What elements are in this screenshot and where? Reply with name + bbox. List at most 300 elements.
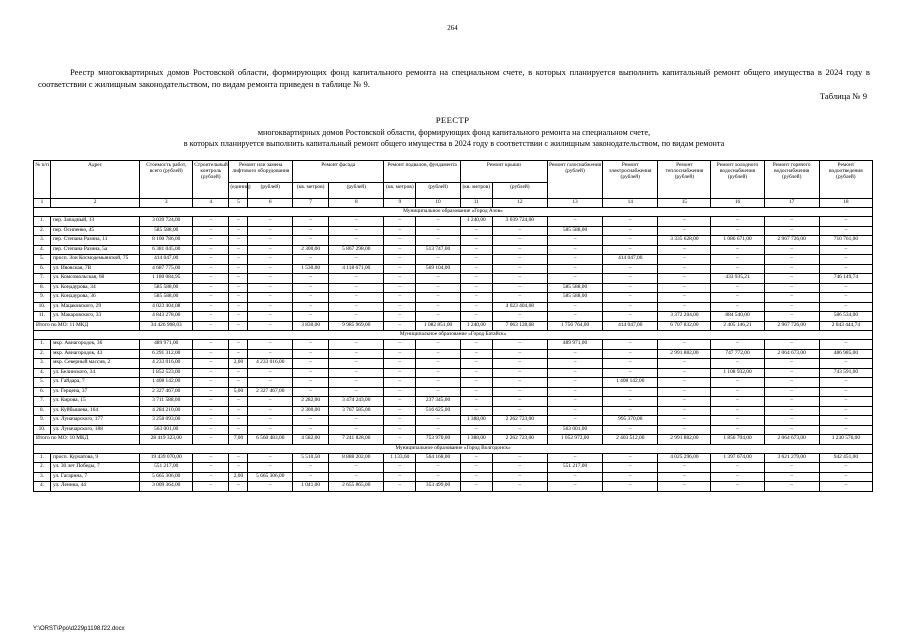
row-value: –	[711, 482, 764, 492]
column-number: 9	[384, 199, 416, 208]
row-value: –	[416, 425, 461, 435]
row-value: –	[547, 302, 602, 312]
row-value: –	[819, 406, 872, 416]
row-value: –	[248, 453, 293, 463]
row-value: –	[603, 482, 658, 492]
header-facade-m2: (кв. метров)	[293, 183, 329, 199]
row-value: –	[193, 340, 229, 350]
table-row	[34, 472, 873, 482]
row-value: –	[492, 264, 547, 274]
row-value: –	[293, 359, 329, 369]
row-value: 2 300,00	[293, 245, 329, 255]
total-row	[34, 321, 873, 331]
column-number: 3	[140, 199, 193, 208]
row-value: –	[384, 236, 416, 246]
row-value: 710 761,00	[819, 236, 872, 246]
row-value: –	[492, 226, 547, 236]
total-value: 1 240,00	[460, 321, 492, 331]
row-value: 2 655 865,00	[329, 482, 384, 492]
row-value: 3 009 364,00	[140, 482, 193, 492]
row-value: –	[547, 416, 602, 426]
row-value: –	[603, 302, 658, 312]
row-value: –	[193, 236, 229, 246]
row-value: –	[416, 302, 461, 312]
table-row	[34, 283, 873, 293]
total-value: 1 082 851,00	[416, 321, 461, 331]
row-value: 1 397 674,00	[711, 453, 764, 463]
row-value: –	[416, 416, 461, 426]
row-value: –	[658, 397, 711, 407]
row-value: –	[229, 217, 248, 227]
row-value: –	[658, 472, 711, 482]
row-value: –	[547, 312, 602, 322]
row-value: –	[764, 245, 819, 255]
header-hot-water: Ремонт горячего водоснабжения (рублей)	[764, 161, 819, 199]
row-address: ул. Кирова, 15	[50, 397, 139, 407]
row-value: 569 104,00	[416, 264, 461, 274]
row-value: –	[658, 274, 711, 284]
row-value: –	[764, 472, 819, 482]
total-value: 2 991 882,00	[658, 435, 711, 445]
row-value: –	[229, 416, 248, 426]
section-name: Муниципальное образование «Город Волгодонск»	[34, 444, 873, 453]
row-value: –	[764, 340, 819, 350]
row-value: –	[416, 387, 461, 397]
row-value: –	[416, 236, 461, 246]
row-value: –	[384, 349, 416, 359]
row-value: –	[460, 387, 492, 397]
row-value: –	[384, 302, 416, 312]
row-value: 585 588,00	[140, 293, 193, 303]
row-value: –	[329, 463, 384, 473]
row-value: –	[329, 274, 384, 284]
section-name: Муниципальное образование «Город Батайск»	[34, 331, 873, 340]
row-value: –	[293, 349, 329, 359]
row-value: –	[492, 463, 547, 473]
row-value: –	[248, 425, 293, 435]
column-number: 15	[658, 199, 711, 208]
row-address: ул. Макаровского, 33	[50, 312, 139, 322]
intro-paragraph: Реестр многоквартирных домов Ростовской области, формирующих фонд капитального ремонта на специальном счете, в которых планируется выполнить капитальный ремонт общего имущества в 2024 году в соответствии с жилищным законодательством, по видам ремонта приведен в таблице № 9.	[38, 67, 870, 89]
registry-title: РЕЕСТР	[435, 115, 470, 125]
row-value: –	[193, 245, 229, 255]
row-number: 8.	[34, 406, 51, 416]
row-value: –	[658, 406, 711, 416]
row-value: –	[819, 359, 872, 369]
row-value: 3 474 243,00	[329, 397, 384, 407]
row-value: 747 772,00	[711, 349, 764, 359]
row-value: 1 408 142,00	[603, 378, 658, 388]
row-address: пер. Западный, 13	[50, 217, 139, 227]
row-value: 746 149,74	[819, 274, 872, 284]
row-value: –	[603, 463, 658, 473]
row-value: –	[819, 293, 872, 303]
row-value: –	[603, 217, 658, 227]
total-value: 4 582,00	[293, 435, 329, 445]
row-value: 489 971,00	[140, 340, 193, 350]
row-number: 4.	[34, 245, 51, 255]
row-value: –	[193, 453, 229, 463]
row-value: –	[329, 472, 384, 482]
row-value: 585 588,00	[547, 293, 602, 303]
row-value: –	[460, 255, 492, 265]
row-value: –	[819, 482, 872, 492]
column-number: 17	[764, 199, 819, 208]
row-value: –	[329, 293, 384, 303]
column-number: 12	[492, 199, 547, 208]
row-value: –	[658, 359, 711, 369]
row-value: –	[819, 378, 872, 388]
row-address: мкр. Северный массив, 2	[50, 359, 139, 369]
row-value: –	[384, 387, 416, 397]
total-value: 1 856 704,00	[711, 435, 764, 445]
row-value: –	[547, 482, 602, 492]
row-value: –	[248, 274, 293, 284]
row-value: 564 168,00	[416, 453, 461, 463]
row-value: –	[819, 217, 872, 227]
row-number: 1.	[34, 217, 51, 227]
row-value: –	[711, 425, 764, 435]
row-value: –	[603, 264, 658, 274]
row-address: ул. Гайдара, 7	[50, 378, 139, 388]
row-value: 2 327 467,00	[140, 387, 193, 397]
row-value: –	[764, 425, 819, 435]
row-value: –	[764, 274, 819, 284]
row-value: –	[460, 406, 492, 416]
row-value: –	[764, 416, 819, 426]
row-value: –	[248, 463, 293, 473]
row-value: 1 086 671,00	[711, 236, 764, 246]
row-value: –	[193, 387, 229, 397]
header-roof-rub: (рублей)	[492, 183, 547, 199]
row-value: –	[658, 264, 711, 274]
row-value: 551 217,00	[140, 463, 193, 473]
row-value: –	[229, 425, 248, 435]
row-value: –	[229, 302, 248, 312]
row-value: 585 588,00	[140, 226, 193, 236]
header-cost: Стоимость работ, всего (рублей)	[140, 161, 193, 199]
row-value: –	[329, 236, 384, 246]
row-value: –	[193, 226, 229, 236]
row-value: –	[193, 217, 229, 227]
row-value: 3 767 585,00	[329, 406, 384, 416]
header-gas: Ремонт газоснабжения (рублей)	[547, 161, 602, 199]
row-value: 4 118 671,00	[329, 264, 384, 274]
total-value: 34 426 908,03	[140, 321, 193, 331]
total-value: 2 262 723,00	[492, 435, 547, 445]
total-value: 3 830,00	[293, 321, 329, 331]
row-value: –	[764, 293, 819, 303]
row-value: –	[329, 283, 384, 293]
total-value: 6 707 832,00	[658, 321, 711, 331]
row-value: –	[819, 416, 872, 426]
row-value: –	[329, 312, 384, 322]
row-value: 3 621 279,00	[764, 453, 819, 463]
row-value: –	[492, 236, 547, 246]
row-value: –	[547, 245, 602, 255]
row-value: –	[764, 378, 819, 388]
row-value: –	[248, 236, 293, 246]
row-value: –	[193, 416, 229, 426]
table-row	[34, 482, 873, 492]
row-value: –	[248, 406, 293, 416]
section-header-row	[34, 444, 873, 453]
table-row	[34, 359, 873, 369]
row-value: –	[416, 255, 461, 265]
row-value: –	[384, 416, 416, 426]
row-value: –	[193, 378, 229, 388]
row-value: 3 258 093,00	[140, 416, 193, 426]
row-value: –	[658, 245, 711, 255]
row-value: 585 588,00	[140, 283, 193, 293]
row-value: –	[193, 302, 229, 312]
row-number: 4.	[34, 482, 51, 492]
row-value: –	[492, 293, 547, 303]
row-value: –	[460, 378, 492, 388]
row-value: 5 867 298,00	[329, 245, 384, 255]
row-value: –	[248, 368, 293, 378]
total-value: 2 043 444,74	[819, 321, 872, 331]
row-value: –	[764, 312, 819, 322]
row-value: –	[193, 274, 229, 284]
row-value: –	[293, 416, 329, 426]
header-roof-m2: (кв. метров)	[460, 183, 492, 199]
row-value: –	[492, 283, 547, 293]
row-value: 3 372 204,00	[658, 312, 711, 322]
row-value: –	[711, 463, 764, 473]
row-value: –	[711, 397, 764, 407]
column-number: 11	[460, 199, 492, 208]
row-address: ул. Кондаурова, 36	[50, 293, 139, 303]
row-number: 2.	[34, 463, 51, 473]
row-value: –	[711, 387, 764, 397]
row-value: –	[711, 264, 764, 274]
total-value: 9 985 969,00	[329, 321, 384, 331]
row-value: 486 985,00	[819, 349, 872, 359]
row-value: –	[460, 482, 492, 492]
row-value: –	[711, 359, 764, 369]
header-basement-m2: (кв. метров)	[384, 183, 416, 199]
row-value: –	[384, 226, 416, 236]
row-value: –	[329, 387, 384, 397]
row-value: –	[460, 368, 492, 378]
row-value: –	[819, 264, 872, 274]
row-value: –	[547, 264, 602, 274]
row-value: –	[293, 387, 329, 397]
row-address: мкр. Авиагородок, 36	[50, 340, 139, 350]
row-value: –	[193, 283, 229, 293]
table-row	[34, 349, 873, 359]
row-value: –	[329, 359, 384, 369]
total-value: 1 756 764,00	[547, 321, 602, 331]
row-value: –	[229, 255, 248, 265]
row-value: –	[329, 425, 384, 435]
row-value: –	[711, 226, 764, 236]
row-value: 1 041,00	[293, 482, 329, 492]
table-label: Таблица № 9	[819, 91, 867, 101]
total-value: –	[193, 321, 229, 331]
row-value: –	[764, 283, 819, 293]
total-row	[34, 435, 873, 445]
row-value: 2 262 723,00	[492, 416, 547, 426]
row-value: –	[711, 255, 764, 265]
section-header-row	[34, 331, 873, 340]
row-value: –	[547, 255, 602, 265]
row-value: –	[248, 340, 293, 350]
row-value: –	[229, 312, 248, 322]
column-number: 14	[603, 199, 658, 208]
row-value: –	[229, 482, 248, 492]
row-value: –	[384, 274, 416, 284]
row-number: 9.	[34, 293, 51, 303]
row-number: 6.	[34, 264, 51, 274]
header-address: Адрес	[50, 161, 139, 199]
row-value: 2 064 673,00	[764, 349, 819, 359]
row-value: –	[248, 245, 293, 255]
column-number: 16	[711, 199, 764, 208]
row-value: 3 039 724,00	[492, 217, 547, 227]
row-value: 1 408 142,00	[140, 378, 193, 388]
row-value: –	[248, 397, 293, 407]
section-header-row	[34, 208, 873, 217]
row-value: –	[547, 472, 602, 482]
column-number-row	[34, 199, 873, 208]
column-number: 10	[416, 199, 461, 208]
row-value: 551 217,00	[547, 463, 602, 473]
row-value: 563 001,00	[547, 425, 602, 435]
row-value: –	[764, 226, 819, 236]
table-row	[34, 397, 873, 407]
row-number: 9.	[34, 416, 51, 426]
row-value: –	[658, 378, 711, 388]
total-value: 2 403 512,00	[603, 435, 658, 445]
row-value: –	[658, 302, 711, 312]
row-number: 5.	[34, 255, 51, 265]
table-row	[34, 245, 873, 255]
row-address: пер. Степана Разина, 11	[50, 236, 139, 246]
row-value: –	[229, 368, 248, 378]
row-value: –	[658, 226, 711, 236]
row-value: –	[229, 349, 248, 359]
row-value: 3 039 724,00	[140, 217, 193, 227]
row-value: –	[819, 463, 872, 473]
row-value: –	[492, 349, 547, 359]
row-value: –	[293, 274, 329, 284]
row-value: –	[193, 359, 229, 369]
row-value: –	[293, 425, 329, 435]
row-value: 6 291 312,00	[140, 349, 193, 359]
row-value: –	[384, 217, 416, 227]
row-value: –	[416, 217, 461, 227]
row-value: –	[416, 378, 461, 388]
total-value: 7 063 128,08	[492, 321, 547, 331]
row-value: –	[547, 397, 602, 407]
row-value: –	[229, 340, 248, 350]
row-value: –	[547, 274, 602, 284]
row-value: –	[547, 359, 602, 369]
row-value: –	[229, 226, 248, 236]
row-value: –	[658, 482, 711, 492]
row-value: –	[248, 293, 293, 303]
row-value: –	[547, 387, 602, 397]
row-value: –	[603, 349, 658, 359]
row-value: –	[460, 359, 492, 369]
row-value: –	[711, 472, 764, 482]
row-value: –	[819, 302, 872, 312]
section-name: Муниципальное образование «Город Азов»	[34, 208, 873, 217]
row-value: –	[492, 359, 547, 369]
table-row	[34, 226, 873, 236]
row-value: –	[416, 226, 461, 236]
row-value: 4 233 016,00	[248, 359, 293, 369]
row-value: –	[603, 425, 658, 435]
row-value: –	[764, 217, 819, 227]
row-value: –	[293, 283, 329, 293]
row-value: –	[229, 453, 248, 463]
row-address: ул. Герцена, 37	[50, 387, 139, 397]
table-row	[34, 425, 873, 435]
row-value: –	[764, 255, 819, 265]
table-row	[34, 378, 873, 388]
row-value: –	[547, 378, 602, 388]
row-value: –	[764, 359, 819, 369]
row-value: 942 451,00	[819, 453, 872, 463]
total-value: 7 241 828,00	[329, 435, 384, 445]
header-drainage: Ремонт водоотведения (рублей)	[819, 161, 872, 199]
row-value: –	[492, 368, 547, 378]
column-number: 7	[293, 199, 329, 208]
row-value: –	[193, 293, 229, 303]
header-control: Строительный контроль (рублей)	[193, 161, 229, 199]
row-value: –	[416, 274, 461, 284]
row-value: –	[460, 349, 492, 359]
row-value: 5 510,50	[293, 453, 329, 463]
row-value: –	[711, 283, 764, 293]
row-value: –	[460, 397, 492, 407]
row-value: 8 100 786,00	[140, 236, 193, 246]
row-number: 8.	[34, 283, 51, 293]
row-number: 11.	[34, 312, 51, 322]
row-value: –	[460, 226, 492, 236]
row-value: 516 625,00	[416, 406, 461, 416]
row-value: 5,00	[229, 387, 248, 397]
row-value: –	[764, 368, 819, 378]
row-value: 4 843 278,00	[140, 312, 193, 322]
total-value: 2 064 673,00	[764, 435, 819, 445]
row-value: –	[384, 255, 416, 265]
row-value: –	[603, 472, 658, 482]
row-value: –	[658, 387, 711, 397]
row-value: –	[384, 283, 416, 293]
table-row	[34, 368, 873, 378]
row-value: –	[193, 312, 229, 322]
row-value: –	[547, 406, 602, 416]
row-value: –	[293, 255, 329, 265]
row-value: –	[384, 463, 416, 473]
row-value: 1 852 523,00	[140, 368, 193, 378]
row-address: ул. Ленина, 44	[50, 482, 139, 492]
table-row	[34, 463, 873, 473]
row-value: –	[819, 255, 872, 265]
row-value: –	[248, 302, 293, 312]
column-number: 18	[819, 199, 872, 208]
row-value: –	[293, 236, 329, 246]
row-value: –	[193, 472, 229, 482]
row-value: –	[416, 283, 461, 293]
row-value: –	[460, 425, 492, 435]
row-value: –	[248, 226, 293, 236]
row-value: –	[460, 245, 492, 255]
